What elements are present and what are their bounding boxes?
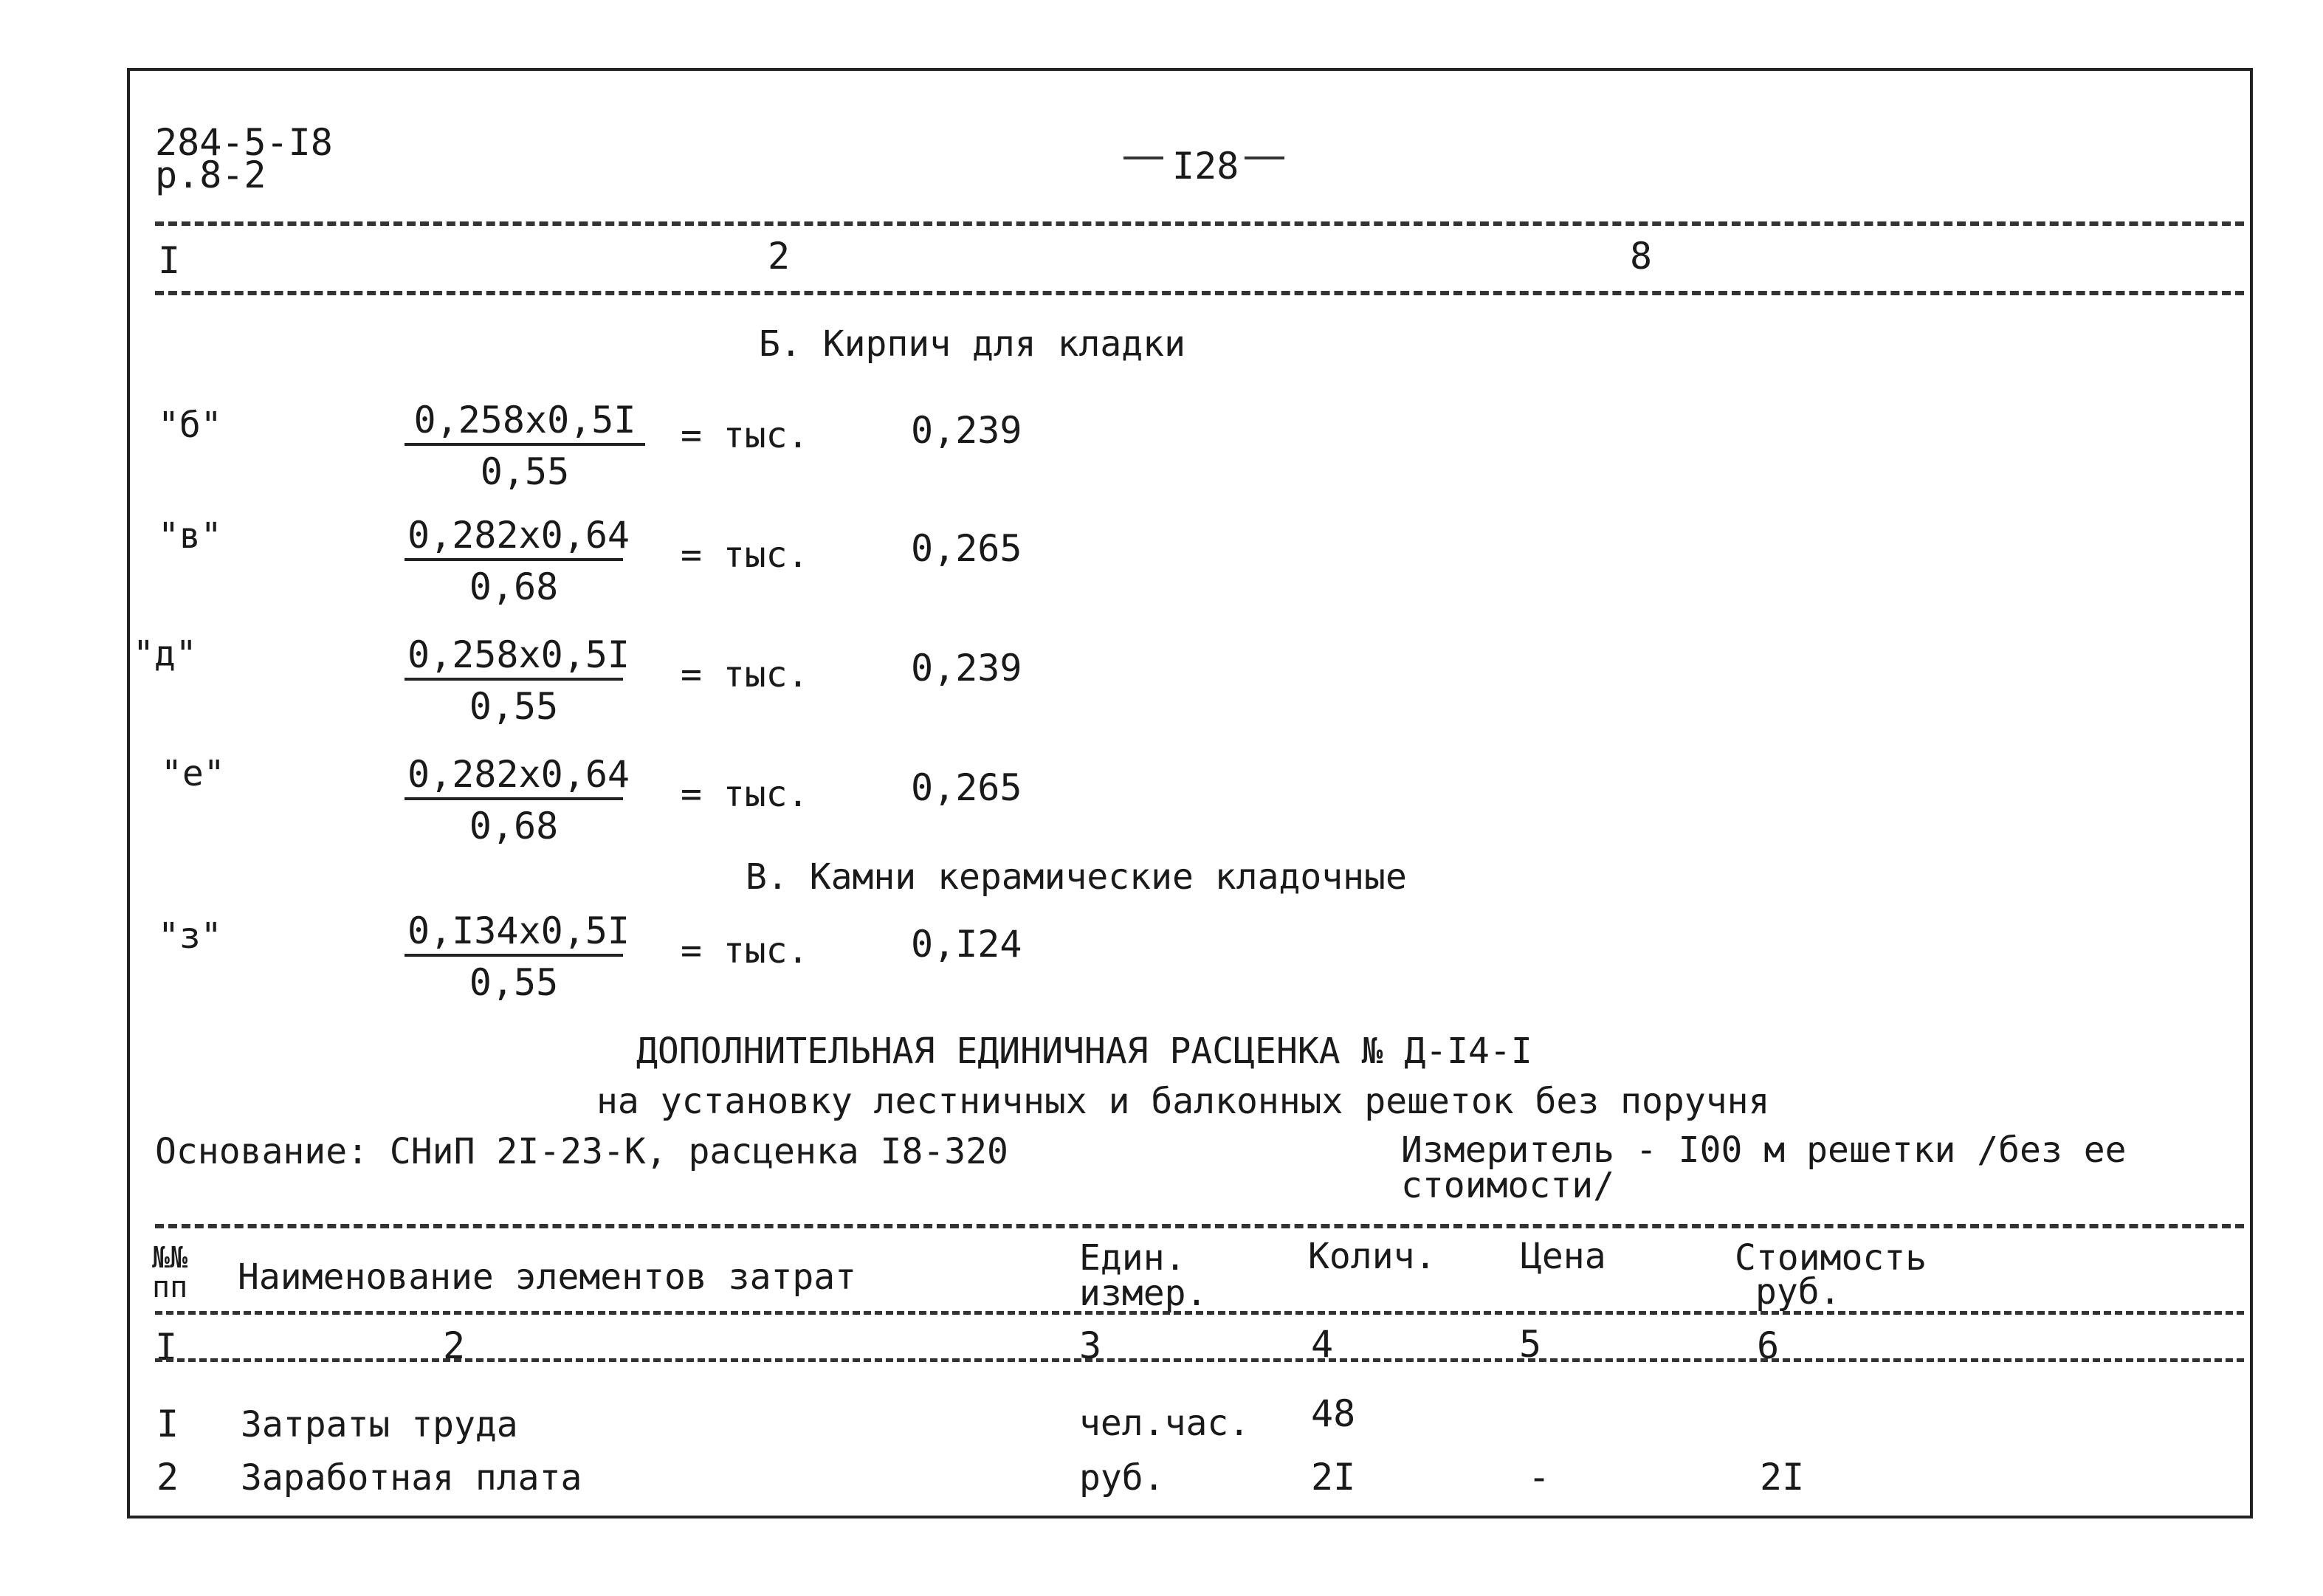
header-quantity: Колич. bbox=[1308, 1236, 1436, 1277]
fraction-denominator: 0,55 bbox=[469, 685, 559, 728]
brick-mark: "б" bbox=[158, 405, 222, 446]
fraction bbox=[405, 633, 630, 728]
header-name: Наименование элементов затрат bbox=[238, 1256, 857, 1298]
row-unit: чел.час. bbox=[1079, 1403, 1250, 1444]
brick-mark: "в" bbox=[158, 515, 222, 557]
row-name: Затраты труда bbox=[241, 1404, 518, 1445]
rate-basis: Основание: СНиП 2I-23-К, расценка I8-320 bbox=[155, 1131, 1008, 1172]
row-quantity: 2I bbox=[1311, 1456, 1356, 1499]
column-number-3: 8 bbox=[1630, 235, 1653, 278]
unit-label: = тыс. bbox=[681, 534, 809, 576]
column-number-5: 5 bbox=[1519, 1323, 1542, 1366]
page-number-dash-right bbox=[1245, 156, 1284, 159]
document-section: p.8-2 bbox=[155, 154, 266, 196]
header-number: №№ bbox=[152, 1241, 188, 1275]
result-value: 0,239 bbox=[911, 409, 1022, 452]
page-number: I28 bbox=[1172, 145, 1239, 188]
fraction-numerator: 0,258x0,5I bbox=[405, 636, 623, 681]
fraction-numerator: 0,I34x0,5I bbox=[405, 912, 623, 957]
header-price: Цена bbox=[1521, 1236, 1606, 1277]
fraction-numerator: 0,282x0,64 bbox=[405, 517, 623, 561]
fraction-denominator: 0,68 bbox=[469, 805, 559, 847]
rate-meter: Измеритель - I00 м решетки /без ее bbox=[1401, 1129, 2127, 1171]
rate-meter-continued: стоимости/ bbox=[1401, 1165, 1614, 1206]
column-number-1: I bbox=[155, 1326, 178, 1369]
column-number-6: 6 bbox=[1757, 1324, 1780, 1367]
divider-top bbox=[155, 221, 2244, 226]
column-numbers-divider bbox=[155, 1358, 2244, 1362]
result-value: 0,265 bbox=[911, 766, 1022, 809]
fraction-denominator: 0,55 bbox=[469, 961, 559, 1004]
document-code: 284-5-I8 bbox=[155, 121, 333, 164]
header-cost: Стоимость bbox=[1735, 1237, 1927, 1279]
header-unit: Един. bbox=[1079, 1237, 1186, 1279]
unit-label: = тыс. bbox=[681, 774, 809, 815]
divider-top-bottom bbox=[155, 291, 2244, 295]
header-unit-sub: измер. bbox=[1079, 1273, 1208, 1314]
result-value: 0,I24 bbox=[911, 923, 1022, 966]
header-number-sub: пп bbox=[152, 1270, 188, 1304]
fraction bbox=[405, 399, 645, 493]
page-number-dash-left bbox=[1123, 156, 1163, 159]
column-number-3: 3 bbox=[1079, 1324, 1102, 1367]
brick-mark: "з" bbox=[158, 915, 222, 957]
header-cost-sub: руб. bbox=[1755, 1271, 1841, 1313]
result-value: 0,265 bbox=[911, 527, 1022, 570]
column-number-2: 2 bbox=[768, 235, 791, 278]
rate-title: ДОПОЛНИТЕЛЬНАЯ ЕДИНИЧНАЯ РАСЦЕНКА № Д-I4-I bbox=[636, 1031, 1532, 1072]
fraction-numerator: 0,258x0,5I bbox=[405, 402, 645, 446]
fraction-numerator: 0,282x0,64 bbox=[405, 756, 623, 800]
row-number: I bbox=[156, 1403, 179, 1445]
row-name: Заработная плата bbox=[241, 1457, 582, 1499]
fraction-denominator: 0,55 bbox=[480, 450, 570, 493]
row-price: - bbox=[1528, 1456, 1551, 1499]
result-value: 0,239 bbox=[911, 647, 1022, 689]
table-top-divider bbox=[155, 1224, 2244, 1228]
fraction bbox=[405, 514, 630, 608]
fraction-denominator: 0,68 bbox=[469, 565, 559, 608]
unit-label: = тыс. bbox=[681, 654, 809, 695]
row-number: 2 bbox=[156, 1456, 179, 1499]
section-title-ceramic: В. Камни керамические кладочные bbox=[746, 856, 1407, 898]
row-quantity: 48 bbox=[1311, 1392, 1356, 1435]
column-number-2: 2 bbox=[443, 1324, 466, 1367]
column-number-4: 4 bbox=[1311, 1323, 1334, 1366]
brick-mark: "д" bbox=[133, 633, 197, 675]
row-unit: руб. bbox=[1079, 1457, 1165, 1499]
row-cost: 2I bbox=[1760, 1456, 1805, 1499]
column-number-1: I bbox=[158, 239, 181, 282]
unit-label: = тыс. bbox=[681, 415, 809, 456]
section-title-brick: Б. Кирпич для кладки bbox=[759, 323, 1185, 365]
unit-label: = тыс. bbox=[681, 930, 809, 971]
header-divider bbox=[155, 1311, 2244, 1315]
fraction bbox=[405, 909, 630, 1004]
rate-subtitle: на установку лестничных и балконных решеток без поручня bbox=[596, 1081, 1770, 1122]
brick-mark: "е" bbox=[161, 753, 225, 794]
fraction bbox=[405, 753, 630, 847]
